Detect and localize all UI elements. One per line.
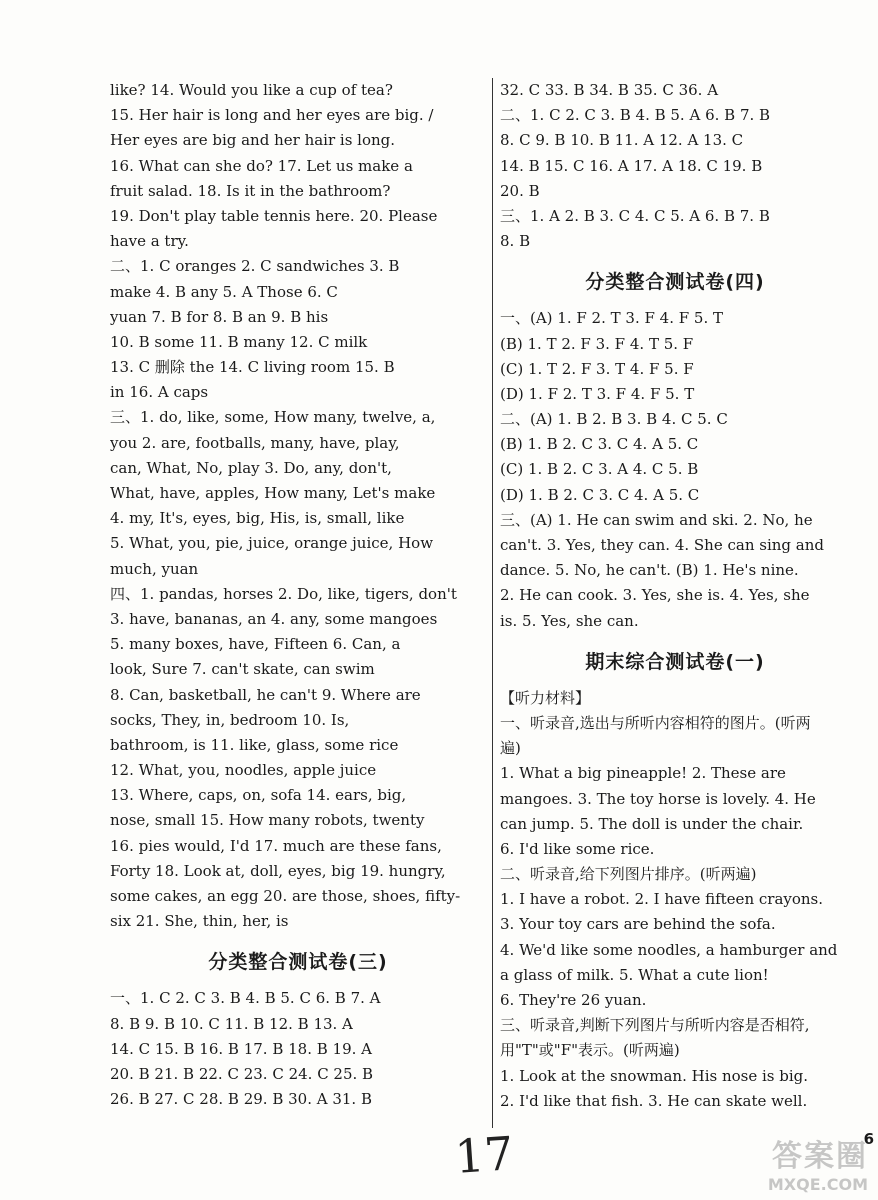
answer-line: you 2. are, footballs, many, have, play,: [110, 433, 400, 452]
answer-line: 一、(A) 1. F 2. T 3. F 4. F 5. T: [500, 309, 724, 328]
answer-line: 8. B: [500, 232, 531, 251]
answer-line: 【听力材料】: [500, 688, 591, 707]
answer-line: 32. C 33. B 34. B 35. C 36. A: [500, 81, 719, 99]
answer-line: 14. C 15. B 16. B 17. B 18. B 19. A: [110, 1039, 372, 1058]
answer-lines-right: [500, 78, 850, 254]
answer-line: like? 14. Would you like a cup of tea?: [110, 81, 393, 99]
answer-line: 3. have, bananas, an 4. any, some mangoes: [110, 609, 438, 628]
answer-line: make 4. B any 5. A Those 6. C: [110, 282, 338, 301]
answer-line: 三、1. do, like, some, How many, twelve, a,: [110, 408, 436, 427]
answer-line: 16. pies would, I'd 17. much are these fans,: [110, 836, 442, 855]
answer-line: can't. 3. Yes, they can. 4. She can sing and: [500, 536, 824, 554]
answer-lines-left: [110, 78, 486, 934]
section-heading-4: 分类整合测试卷(四): [585, 271, 765, 294]
answer-line: can jump. 5. The doll is under the chair.: [500, 814, 804, 833]
right-column: [500, 78, 850, 1114]
answer-line: 三、听录音,判断下列图片与所听内容是否相符,: [500, 1016, 810, 1035]
answer-line: (C) 1. B 2. C 3. A 4. C 5. B: [500, 460, 699, 479]
answer-line: 6. I'd like some rice.: [500, 839, 655, 858]
answer-line: 13. Where, caps, on, sofa 14. ears, big,: [110, 786, 407, 805]
answer-line: 6. They're 26 yuan.: [500, 991, 647, 1009]
answer-line: 20. B 21. B 22. C 23. C 24. C 25. B: [110, 1064, 374, 1083]
answer-line: 8. B 9. B 10. C 11. B 12. B 13. A: [110, 1014, 353, 1033]
answer-line: 19. Don't play table tennis here. 20. Please: [110, 206, 438, 225]
answer-line: Forty 18. Look at, doll, eyes, big 19. hungry,: [110, 861, 446, 880]
answer-line: (C) 1. T 2. F 3. T 4. F 5. F: [500, 359, 694, 378]
answer-line: 一、1. C 2. C 3. B 4. B 5. C 6. B 7. A: [110, 989, 381, 1008]
answer-line: 14. B 15. C 16. A 17. A 18. C 19. B: [500, 156, 763, 175]
answer-line: nose, small 15. How many robots, twenty: [110, 811, 425, 830]
answer-line: 用"T"或"F"表示。(听两遍): [500, 1041, 680, 1060]
answer-line: 8. Can, basketball, he can't 9. Where are: [110, 685, 421, 704]
answer-line: some cakes, an egg 20. are those, shoes, fifty-: [110, 887, 461, 905]
answer-line: a glass of milk. 5. What a cute lion!: [500, 965, 769, 984]
answer-line: mangoes. 3. The toy horse is lovely. 4. He: [500, 789, 816, 808]
answer-line: 1. What a big pineapple! 2. These are: [500, 764, 786, 783]
handwritten-mark: 17: [453, 1126, 516, 1184]
answer-line: can, What, No, play 3. Do, any, don't,: [110, 458, 392, 477]
answer-line: 二、1. C oranges 2. C sandwiches 3. B: [110, 257, 400, 276]
answer-line: 5. What, you, pie, juice, orange juice, How: [110, 534, 434, 553]
section-heading-final: 期末综合测试卷(一): [585, 650, 765, 673]
answer-line: 10. B some 11. B many 12. C milk: [110, 332, 368, 351]
answer-line: 3. Your toy cars are behind the sofa.: [500, 915, 776, 934]
answer-line: 4. my, It's, eyes, big, His, is, small, like: [110, 509, 405, 528]
answer-line: bathroom, is 11. like, glass, some rice: [110, 735, 399, 754]
answer-line: look, Sure 7. can't skate, can swim: [110, 660, 375, 679]
answer-line: fruit salad. 18. Is it in the bathroom?: [110, 181, 391, 200]
page-number: 6: [863, 1130, 874, 1148]
answer-line: 1. I have a robot. 2. I have fifteen crayons.: [500, 890, 824, 909]
answer-line: Her eyes are big and her hair is long.: [110, 131, 396, 150]
answer-line: 12. What, you, noodles, apple juice: [110, 761, 377, 780]
answer-line: 三、1. A 2. B 3. C 4. C 5. A 6. B 7. B: [500, 206, 770, 225]
answer-line: 4. We'd like some noodles, a hamburger and: [500, 940, 838, 959]
answer-line: 5. many boxes, have, Fifteen 6. Can, a: [110, 635, 401, 654]
answer-line: yuan 7. B for 8. B an 9. B his: [110, 307, 329, 326]
answer-line: in 16. A caps: [110, 383, 209, 402]
answer-line: 8. C 9. B 10. B 11. A 12. A 13. C: [500, 131, 744, 150]
watermark-cn: 答案圈: [772, 1139, 868, 1174]
watermark-en: MXQE.COM: [767, 1175, 868, 1194]
answer-line: (B) 1. B 2. C 3. C 4. A 5. C: [500, 435, 699, 454]
answer-line: 遍): [500, 739, 521, 758]
answer-line: 2. He can cook. 3. Yes, she is. 4. Yes, she: [500, 586, 810, 605]
answer-line: (B) 1. T 2. F 3. F 4. T 5. F: [500, 334, 694, 353]
answer-line: 1. Look at the snowman. His nose is big.: [500, 1066, 809, 1085]
answer-line: have a try.: [110, 232, 189, 251]
column-divider: [492, 78, 493, 1128]
answer-line: 三、(A) 1. He can swim and ski. 2. No, he: [500, 510, 813, 529]
answer-line: 一、听录音,选出与所听内容相符的图片。(听两: [500, 713, 811, 732]
answer-lines-right-3: [500, 686, 850, 1114]
answer-line: 二、1. C 2. C 3. B 4. B 5. A 6. B 7. B: [500, 106, 771, 125]
answer-lines-right-2: [500, 306, 850, 633]
answer-line: 15. Her hair is long and her eyes are big. /: [110, 106, 434, 125]
watermark-logo: [768, 1131, 868, 1194]
answer-line: dance. 5. No, he can't. (B) 1. He's nine.: [500, 561, 799, 580]
answer-line: (D) 1. F 2. T 3. F 4. F 5. T: [500, 384, 695, 403]
answer-line: 2. I'd like that fish. 3. He can skate well.: [500, 1091, 808, 1110]
answer-line: 二、听录音,给下列图片排序。(听两遍): [500, 865, 757, 884]
answer-line: 四、1. pandas, horses 2. Do, like, tigers, don't: [110, 584, 457, 603]
answer-line: is. 5. Yes, she can.: [500, 611, 639, 630]
answer-line: 二、(A) 1. B 2. B 3. B 4. C 5. C: [500, 410, 728, 429]
left-column: [110, 78, 486, 1112]
section-heading-3: 分类整合测试卷(三): [208, 951, 388, 974]
answer-lines-left-2: [110, 986, 486, 1112]
answer-line: 20. B: [500, 181, 540, 200]
answer-line: six 21. She, thin, her, is: [110, 912, 289, 931]
answer-line: socks, They, in, bedroom 10. Is,: [110, 710, 350, 729]
answer-line: 13. C 删除 the 14. C living room 15. B: [110, 358, 395, 377]
answer-line: 16. What can she do? 17. Let us make a: [110, 156, 413, 175]
answer-line: (D) 1. B 2. C 3. C 4. A 5. C: [500, 485, 700, 504]
answer-line: much, yuan: [110, 559, 199, 578]
answer-line: 26. B 27. C 28. B 29. B 30. A 31. B: [110, 1090, 372, 1109]
answer-line: What, have, apples, How many, Let's make: [110, 484, 436, 502]
